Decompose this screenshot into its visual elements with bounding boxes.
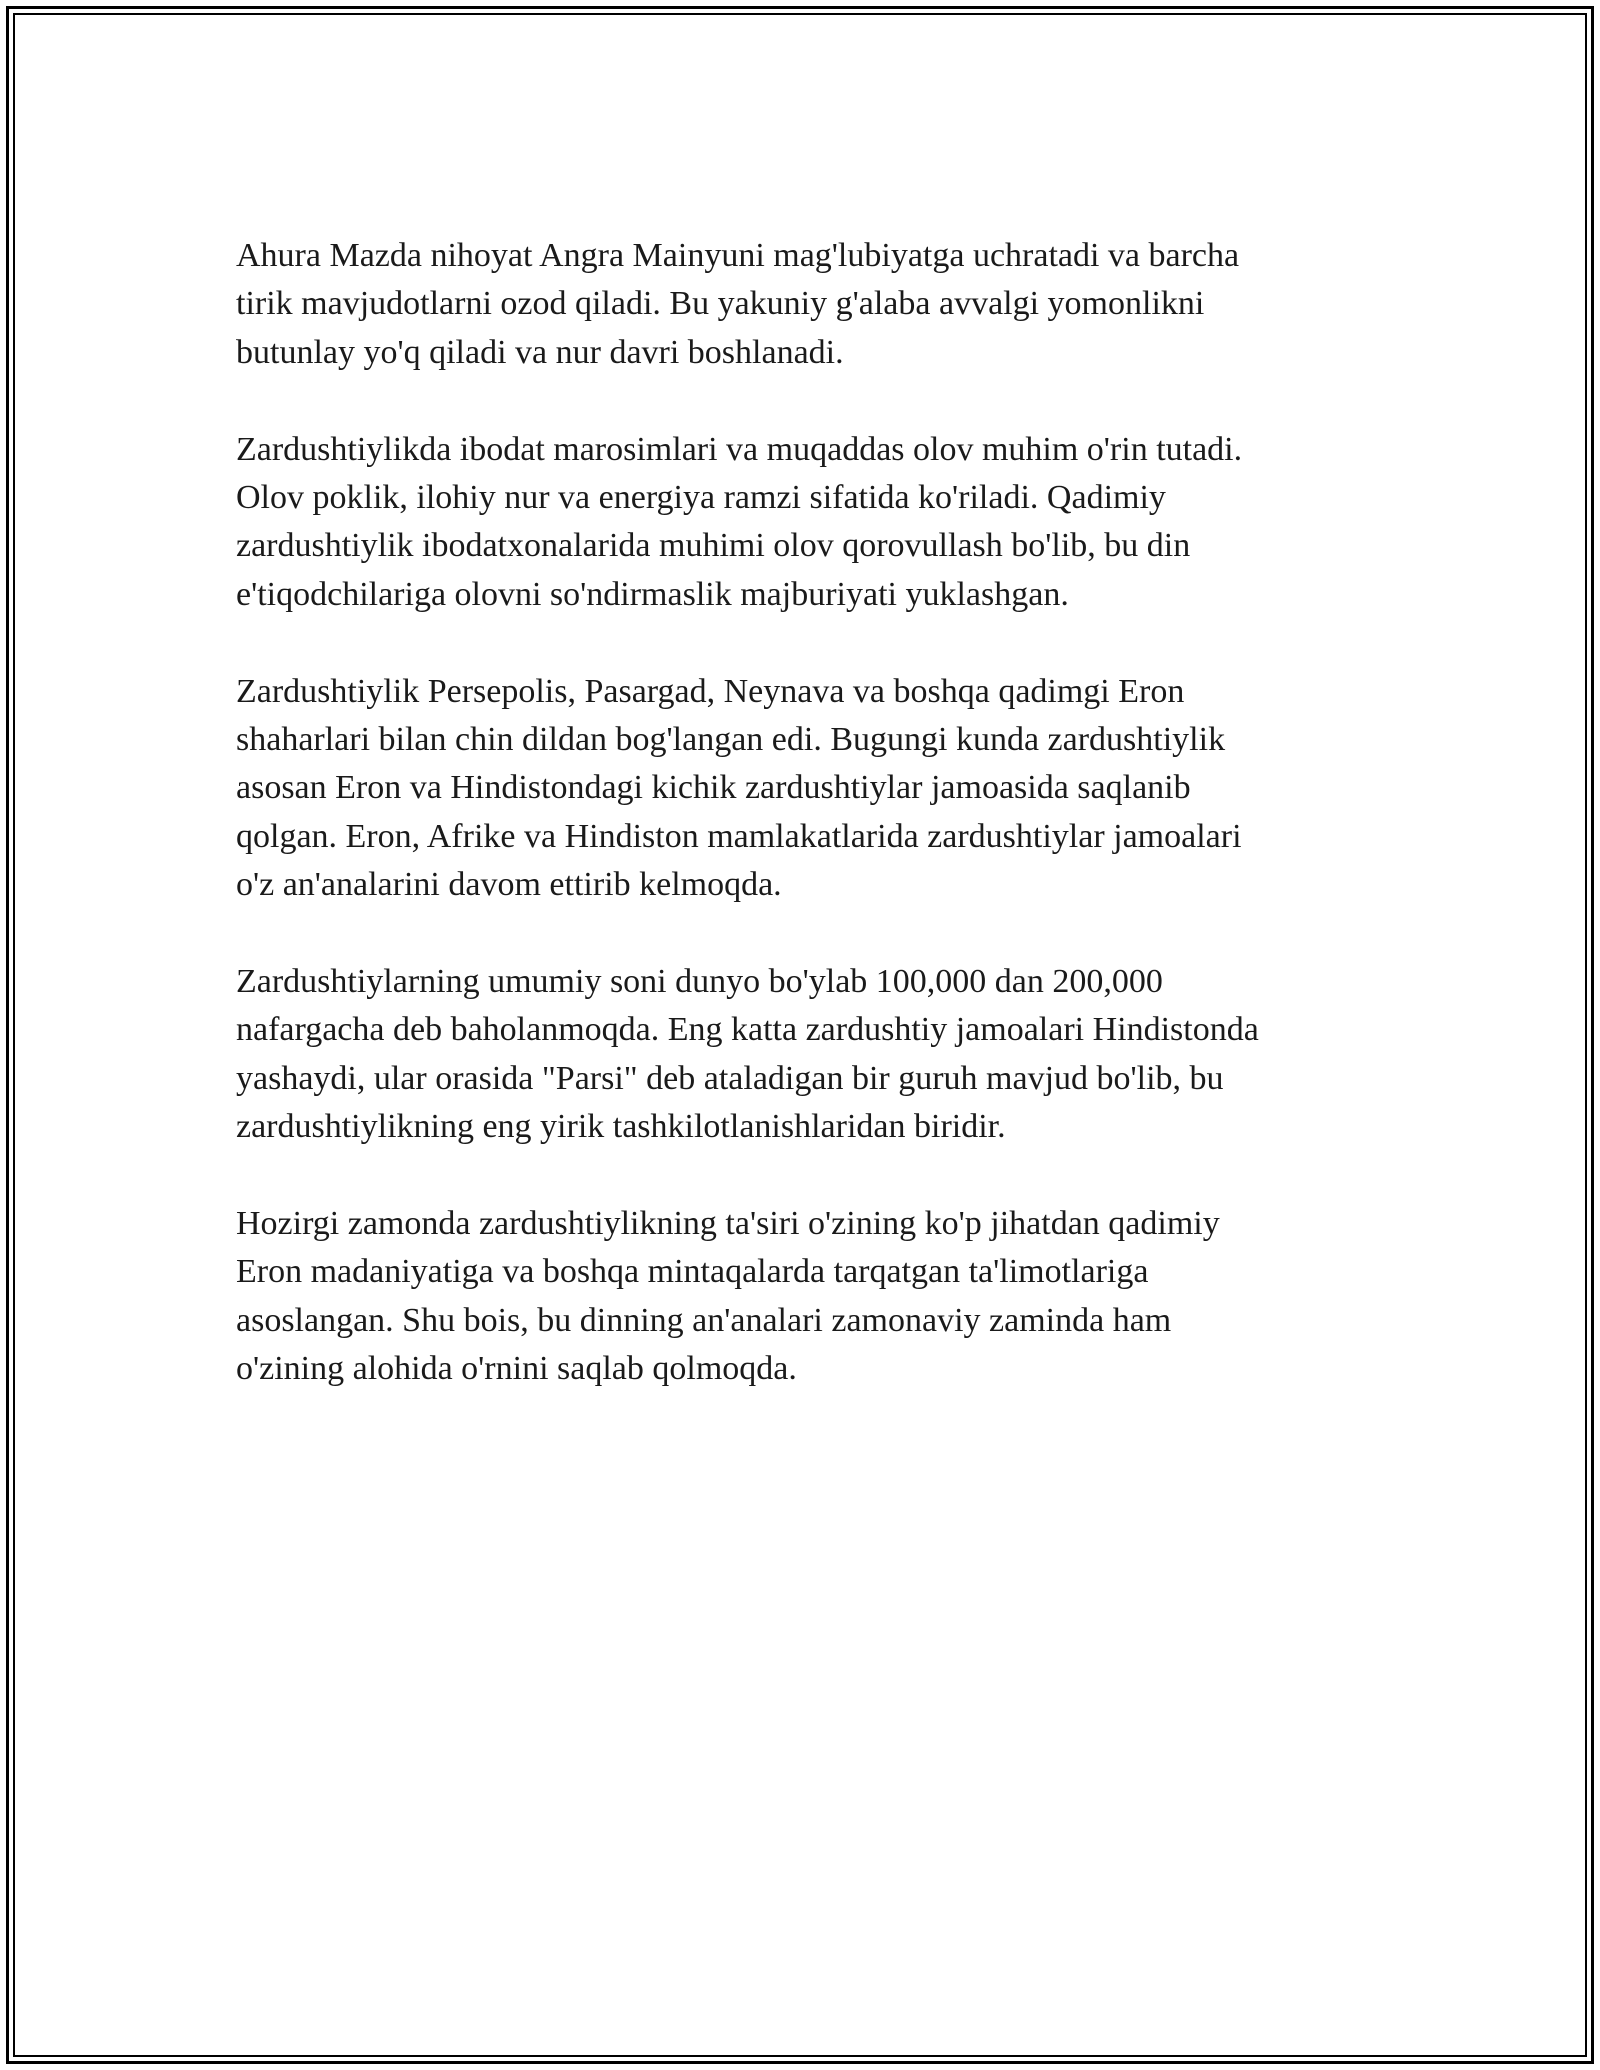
paragraph-4: Zardushtiylarning umumiy soni dunyo bo'ylab 100,000 dan 200,000 nafargacha deb baholanmoqda. Eng katta zardushtiy jamoalari Hindistonda yashaydi, ular orasida "Parsi" deb ataladigan bir guruh mavjud bo'lib, bu zardushtiylikning eng yirik tashkilotlanishlaridan biridir.: [236, 963, 1259, 1146]
paragraph-1: Ahura Mazda nihoyat Angra Mainyuni mag'lubiyatga uchratadi va barcha tirik mavjudotlarni ozod qiladi. Bu yakuniy g'alaba avvalgi yomonlikni butunlay yo'q qiladi va nur davri boshlanadi.: [236, 237, 1240, 371]
paragraph-5: Hozirgi zamonda zardushtiylikning ta'siri o'zining ko'p jihatdan qadimiy Eron madaniyatiga va boshqa mintaqalarda tarqatgan ta'limotlariga asoslangan. Shu bois, bu dinning an'analari zamonaviy zaminda ham o'zining alohida o'rnini saqlab qolmoqda.: [236, 1205, 1220, 1388]
document-body: [236, 232, 1366, 1442]
paragraph-3: Zardushtiylik Persepolis, Pasargad, Neynava va boshqa qadimgi Eron shaharlari bilan chin dildan bog'langan edi. Bugungi kunda zardushtiylik asosan Eron va Hindistondagi kichik zardushtiylar jamoasida saqlanib qolgan. Eron, Afrike va Hindiston mamlakatlarida zardushtiylar jamoalari o'z an'analarini davom ettirib kelmoqda.: [236, 672, 1242, 904]
paragraph-2: Zardushtiylikda ibodat marosimlari va muqaddas olov muhim o'rin tutadi. Olov poklik, ilohiy nur va energiya ramzi sifatida ko'riladi. Qadimiy zardushtiylik ibodatxonalarida muhimi olov qorovullash bo'lib, bu din e'tiqodchilariga olovni so'ndirmaslik majburiyati yuklashgan.: [236, 430, 1243, 613]
